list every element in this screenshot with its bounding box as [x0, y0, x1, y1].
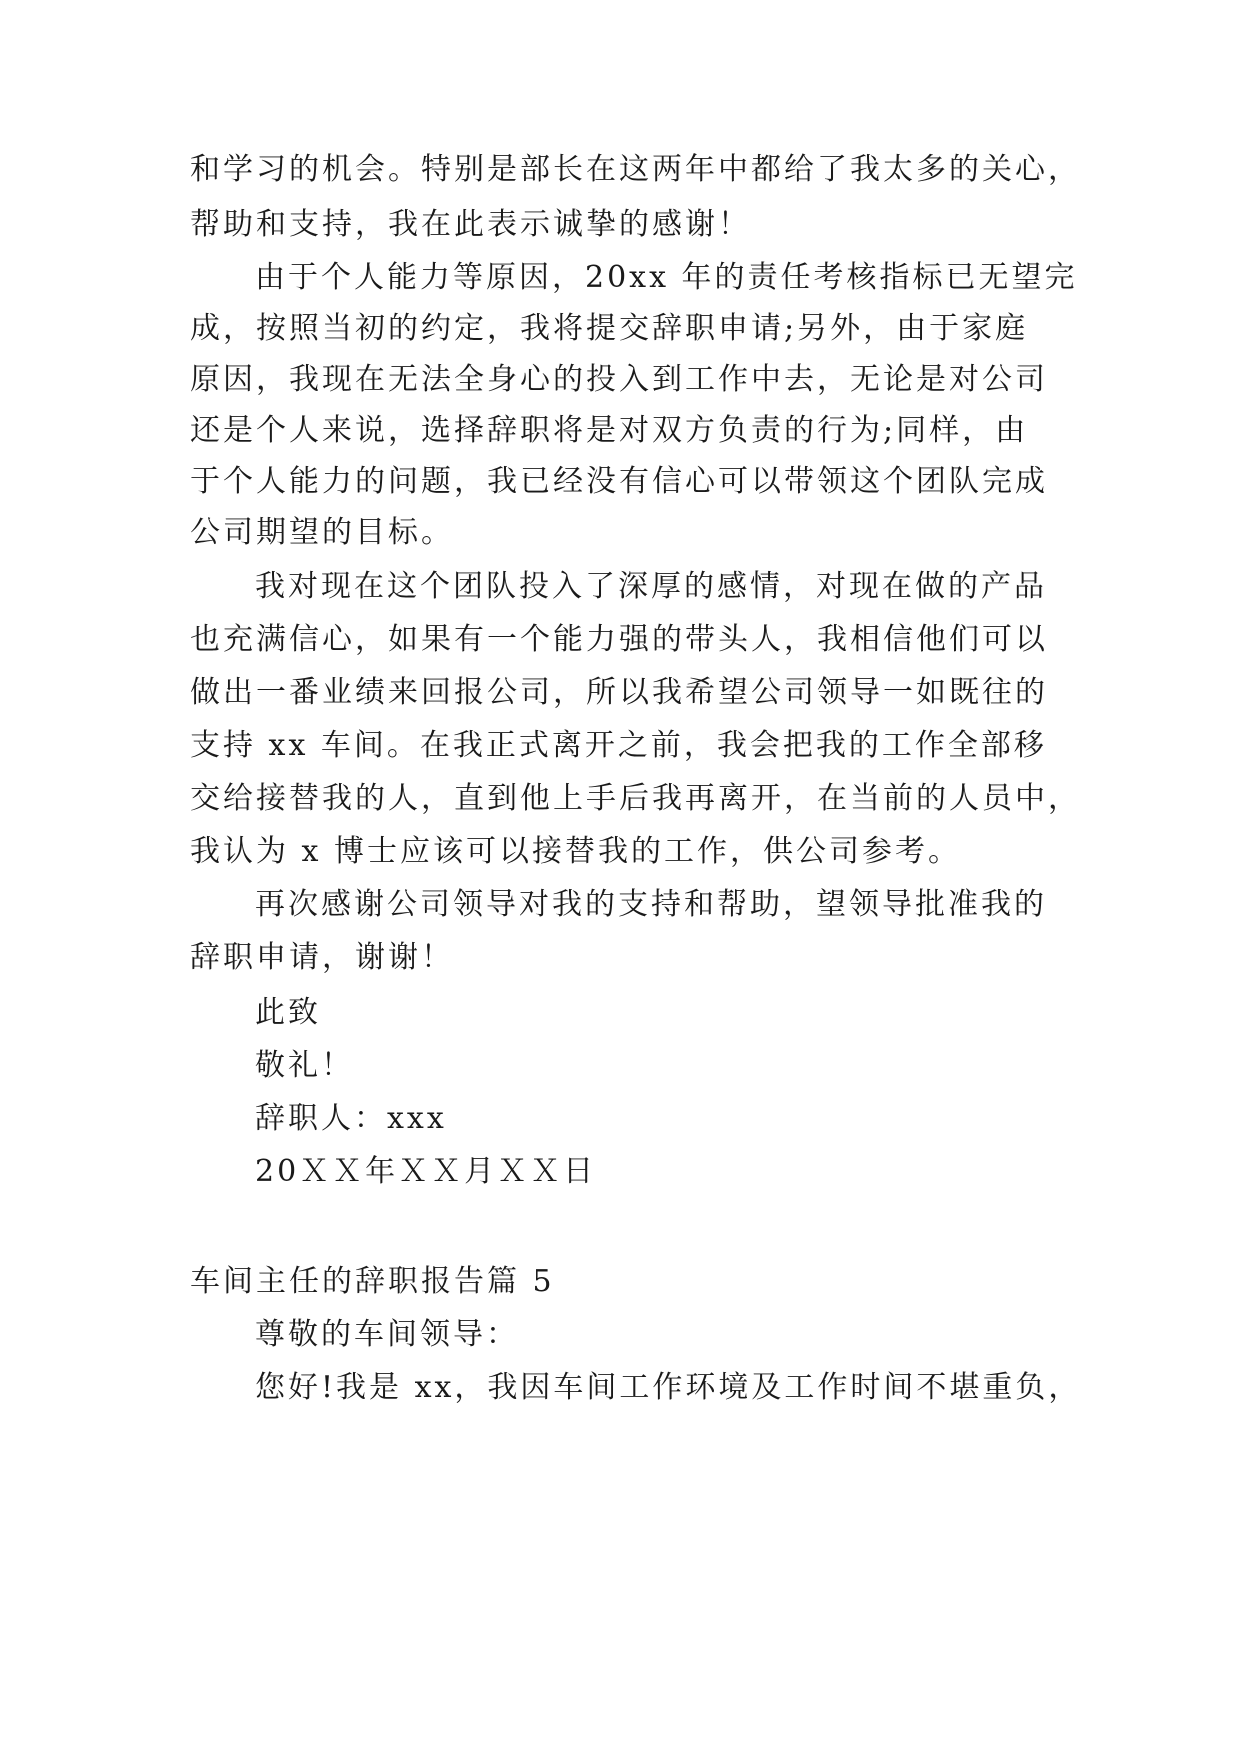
- body-text-line: 辞职申请，谢谢！: [190, 940, 454, 975]
- body-text-line: 还是个人来说，选择辞职将是对双方负责的行为;同样，由: [190, 413, 1029, 448]
- paragraph-first-line: 由于个人能力等原因，20xx 年的责任考核指标已无望完: [255, 260, 1078, 295]
- signature-line: 辞职人：xxx: [255, 1101, 447, 1136]
- body-text-line: 帮助和支持，我在此表示诚挚的感谢！: [190, 207, 751, 242]
- paragraph-first-line: 您好!我是 xx，我因车间工作环境及工作时间不堪重负，: [255, 1370, 1082, 1405]
- body-text-line: 交给接替我的人，直到他上手后我再离开，在当前的人员中，: [190, 781, 1081, 816]
- body-text-line: 公司期望的目标。: [190, 515, 454, 550]
- paragraph-first-line: 我对现在这个团队投入了深厚的感情，对现在做的产品: [255, 569, 1047, 604]
- body-text-line: 成，按照当初的约定，我将提交辞职申请;另外，由于家庭: [190, 311, 1029, 346]
- section-heading: 车间主任的辞职报告篇 5: [190, 1264, 555, 1299]
- body-text-line: 于个人能力的问题，我已经没有信心可以带领这个团队完成: [190, 464, 1048, 499]
- date-line: 20ＸＸ年ＸＸ月ＸＸ日: [255, 1154, 597, 1189]
- letter-greeting: 尊敬的车间领导：: [255, 1317, 519, 1352]
- body-text-line: 也充满信心，如果有一个能力强的带头人，我相信他们可以: [190, 622, 1048, 657]
- body-text-line: 支持 xx 车间。在我正式离开之前，我会把我的工作全部移: [190, 728, 1047, 763]
- body-text-line: 我认为 x 博士应该可以接替我的工作，供公司参考。: [190, 834, 961, 869]
- body-text-line: 和学习的机会。特别是部长在这两年中都给了我太多的关心，: [190, 152, 1081, 187]
- closing-regards: 敬礼！: [255, 1048, 354, 1083]
- paragraph-first-line: 再次感谢公司领导对我的支持和帮助，望领导批准我的: [255, 887, 1047, 922]
- closing-salutation: 此致: [255, 995, 321, 1030]
- body-text-line: 做出一番业绩来回报公司，所以我希望公司领导一如既往的: [190, 675, 1048, 710]
- body-text-line: 原因，我现在无法全身心的投入到工作中去，无论是对公司: [190, 362, 1048, 397]
